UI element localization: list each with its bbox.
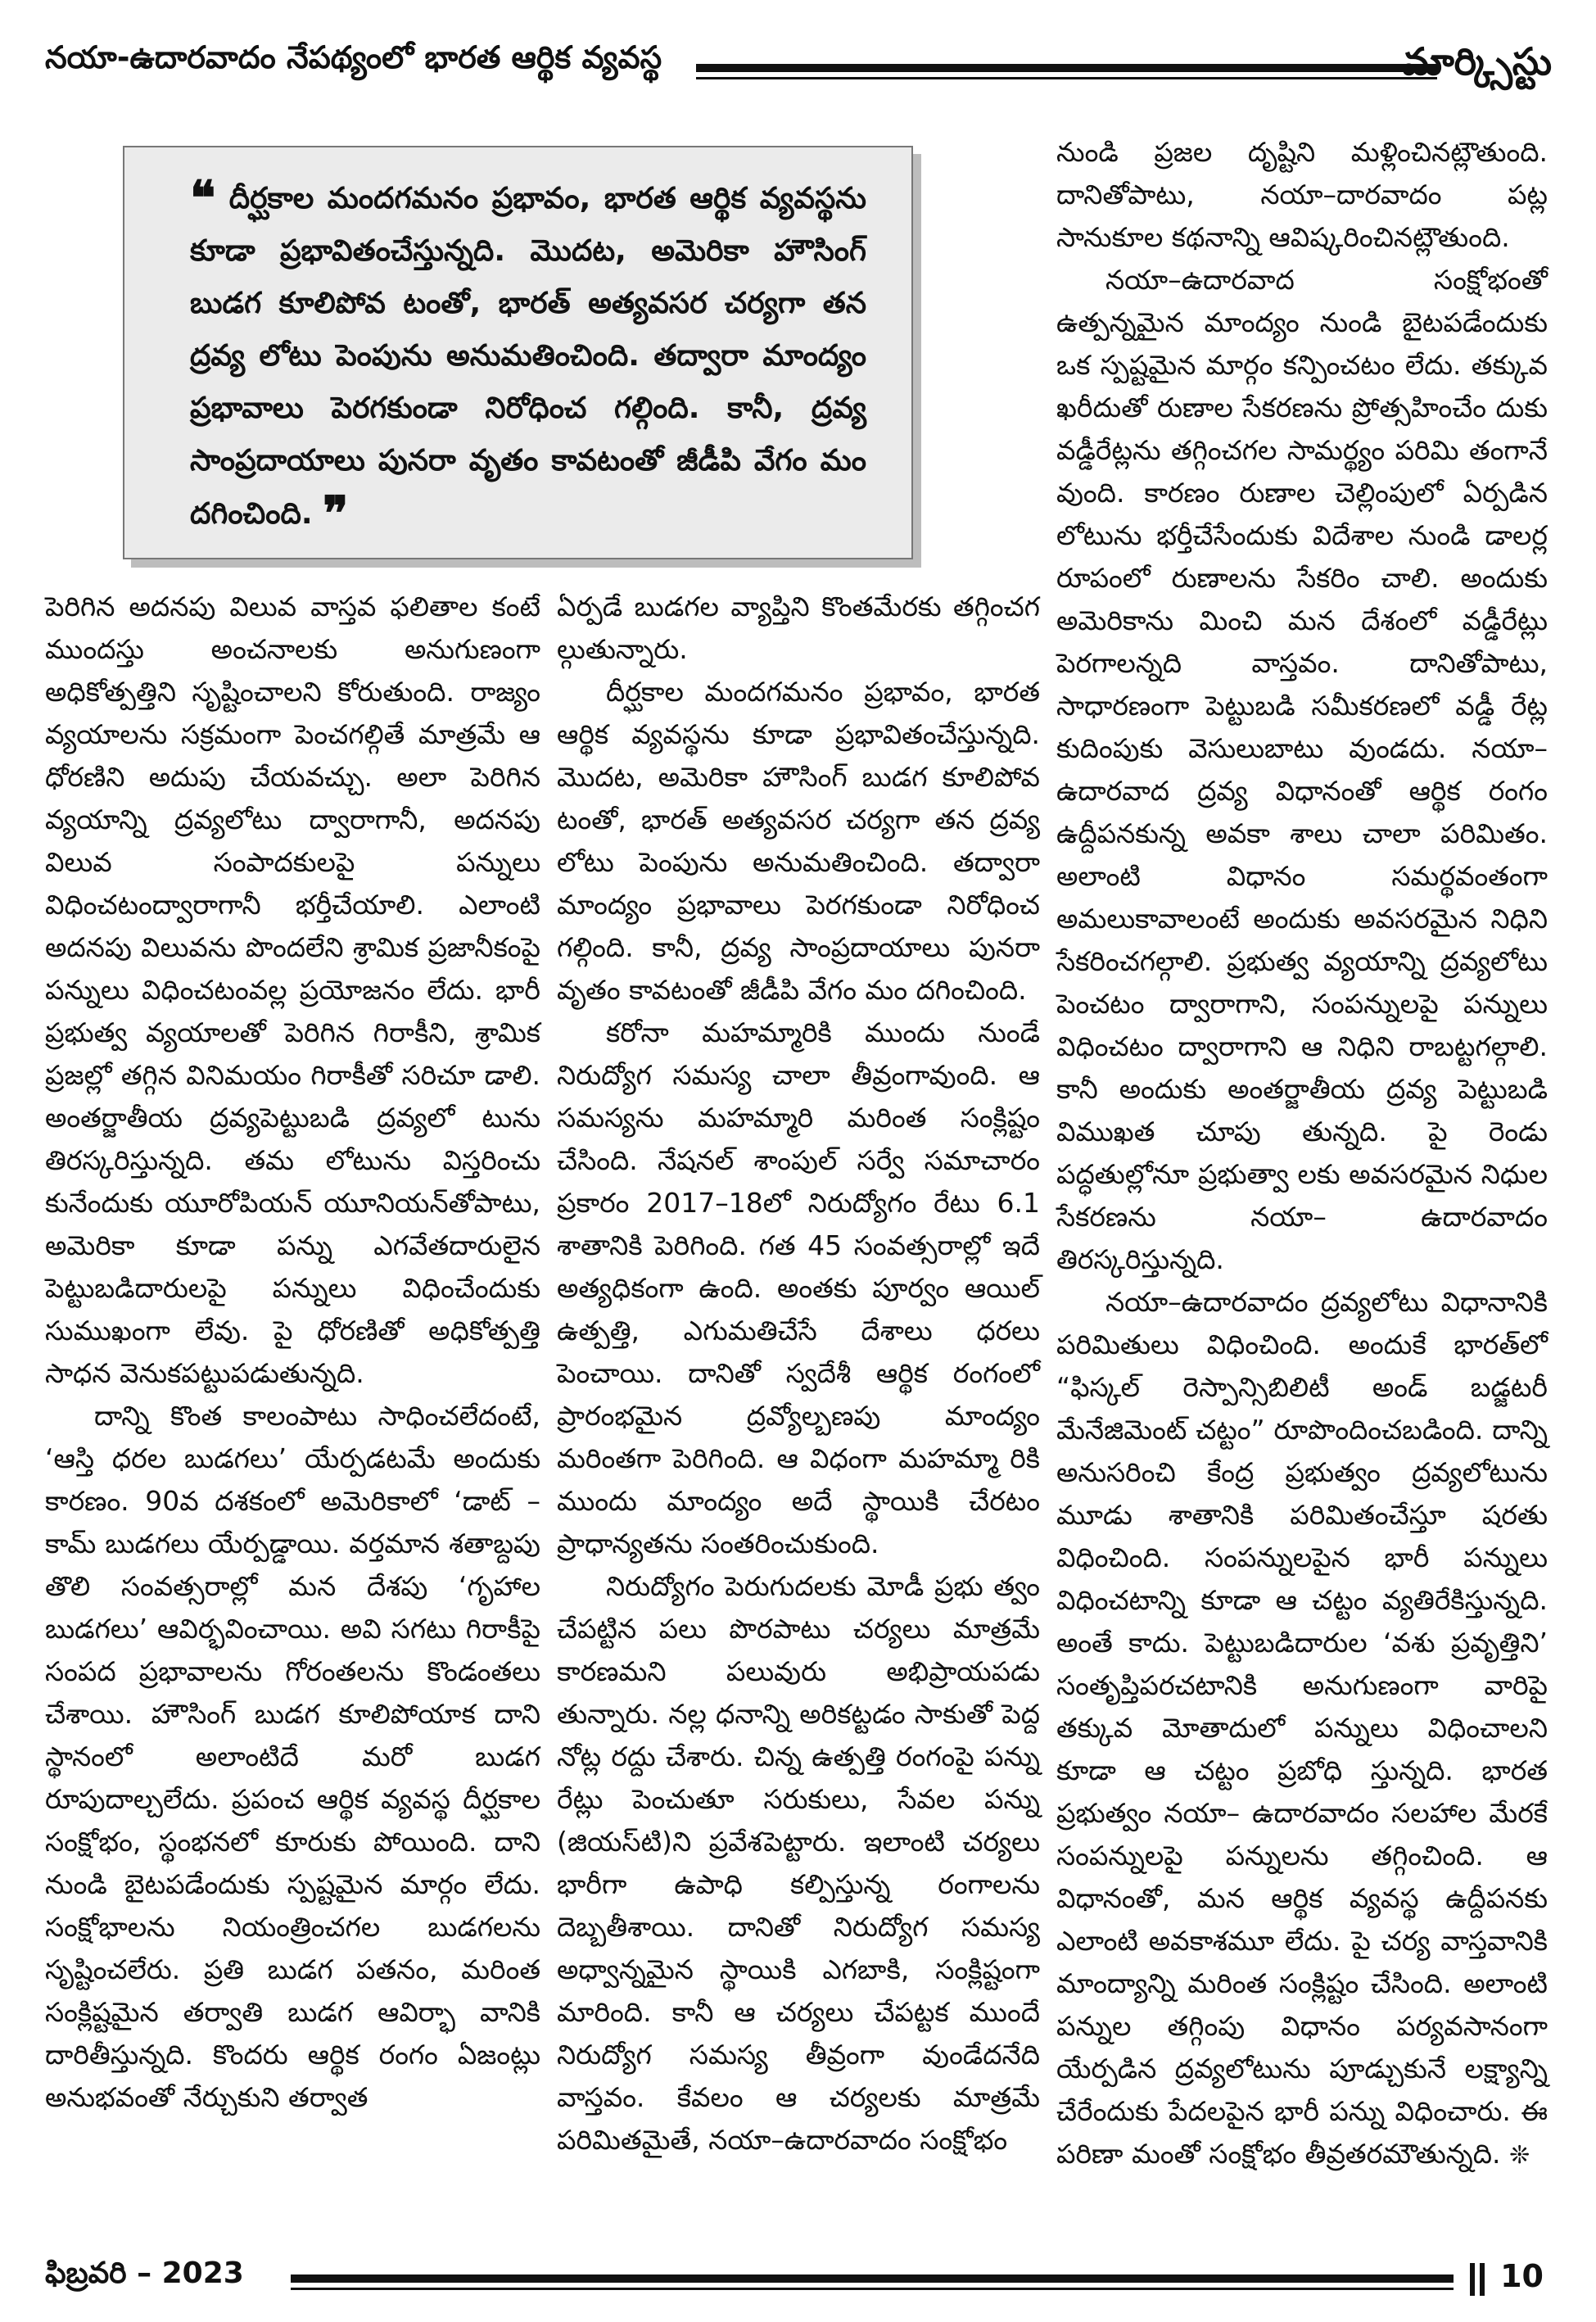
paragraph: ఏర్పడే బుడగల వ్యాప్తిని కొంతమేరకు తగ్గించగ ల్గుతున్నారు. <box>557 591 1040 665</box>
paragraph: నయా–ఉదారవాద సంక్షోభంతో ఉత్పన్నమైన మాంద్యం నుండి బైటపడేందుకు ఒక స్పష్టమైన మార్గం కన్పించటం లేదు. తక్కువ ఖరీదుతో రుణాల సేకరణను ప్రోత్సహించేం దుకు వడ్డీరేట్లను తగ్గించగల సామర్థ్యం పరిమి తంగానే వుంది. కారణం రుణాల చెల్లింపులో ఏర్పడిన లోటును భర్తీచేసేందుకు విదేశాల నుండి డాలర్ల రూపంలో రుణాలను సేకరిం చాలి. అందుకు అమెరికాను మించి మన దేశంలో వడ్డీరేట్లు పెరగాలన్నది వాస్తవం. దానితోపాటు, సాధారణంగా పెట్టుబడి సమీకరణలో వడ్డీ రేట్ల కుదింపుకు వెసులుబాటు వుండదు. నయా–ఉదారవాద ద్రవ్య విధానంతో ఆర్థిక రంగం ఉద్దీపనకున్న అవకా శాలు చాలా పరిమితం. అలాంటి విధానం సమర్థవంతంగా అమలుకావాలంటే అందుకు అవసరమైన నిధిని సేకరించగల్గాలి. ప్రభుత్వ వ్యయాన్ని ద్రవ్యలోటు పెంచటం ద్వారాగాని, సంపన్నులపై పన్నులు విధించటం ద్వారాగాని ఆ నిధిని రాబట్టగల్గాలి. కానీ అందుకు అంతర్జాతీయ ద్రవ్య పెట్టుబడి విముఖత చూపు తున్నది. పై రెండు పద్ధతుల్లోనూ ప్రభుత్వా లకు అవసరమైన నిధుల సేకరణను నయా– ఉదారవాదం తిరస్కరిస్తున్నది. <box>1056 264 1548 1275</box>
page-number: 10 <box>1500 2258 1544 2294</box>
footer-rule-thin <box>291 2288 1454 2290</box>
paragraph-text: నయా–ఉదారవాదం ద్రవ్యలోటు విధానానికి పరిమితులు విధించింది. అందుకే భారత్‌లో “ఫిస్కల్ రెస్పాన్సిబిలిటీ అండ్ బడ్జటరీ మేనేజిమెంట్ చట్టం” రూపొందించబడింది. దాన్ని అనుసరించి కేంద్ర ప్రభుత్వం ద్రవ్యలోటును మూడు శాతానికి పరిమితంచేస్తూ షరతు విధించింది. సంపన్నులపైన భారీ పన్నులు విధించటాన్ని కూడా ఆ చట్టం వ్యతిరేకిస్తున్నది. అంతే కాదు. పెట్టుబడిదారుల ‘వశు ప్రవృత్తిని’ సంతృప్తిపరచటానికి అనుగుణంగా వారిపై తక్కువ మోతాదులో పన్నులు విధించాలని కూడా ఆ చట్టం ప్రబోధి స్తున్నది. భారత ప్రభుత్వం నయా– ఉదారవాదం సలహాల మేరకే సంపన్నులపై పన్నులను తగ్గించింది. ఆ విధానంతో, మన ఆర్థిక వ్యవస్థ ఉద్దీపనకు ఎలాంటి అవకాశమూ లేదు. పై చర్య వాస్తవానికి మాంద్యాన్ని మరింత సంక్లిష్టం చేసింది. అలాంటి పన్నుల తగ్గింపు విధానం పర్యవసానంగా యేర్పడిన ద్రవ్యలోటును పూడ్చుకునే లక్ష్యాన్ని చేరేందుకు పేదలపైన భారీ పన్ను విధించారు. ఈ పరిణా మంతో సంక్షోభం తీవ్రతరమౌతున్నది. <box>1056 1286 1548 2170</box>
footer-divider <box>1470 2263 1475 2296</box>
running-title: నయా-ఉదారవాదం నేపథ్యంలో భారత ఆర్థిక వ్యవస్థ <box>45 39 662 75</box>
page-footer <box>45 2256 1552 2306</box>
paragraph: దీర్ఘకాల మందగమనం ప్రభావం, భారత ఆర్థిక వ్యవస్థను కూడా ప్రభావితంచేస్తున్నది. మొదట, అమెరికా హౌసింగ్ బుడగ కూలిపోవ టంతో, భారత్ అత్యవసర చర్యగా తన ద్రవ్య లోటు పెంపును అనుమతించింది. తద్వారా మాంద్యం ప్రభావాలు పెరగకుండా నిరోధించ గల్గింది. కానీ, ద్రవ్య సాంప్రదాయాలు పునరా వృతం కావటంతో జీడీపి వేగం మం దగించింది. <box>557 676 1041 1006</box>
paragraph <box>1056 1281 1548 2177</box>
paragraph: దాన్ని కొంత కాలంపాటు సాధించలేదంటే, ‘ఆస్తి ధరల బుడగలు’ యేర్పడటమే అందుకు కారణం. 90వ దశకంలో అమెరికాలో ‘డాట్ –కామ్ బుడగలు యేర్పడ్డాయి. వర్తమాన శతాబ్దపు తొలి సంవత్సరాల్లో మన దేశపు ‘గృహాల బుడగలు’ ఆవిర్భవించాయి. అవి సగటు గిరాకీపై సంపద ప్రభావాలను గోరంతలను కొండంతలు చేశాయి. హౌసింగ్ బుడగ కూలిపోయాక దాని స్థానంలో అలాంటిదే మరో బుడగ రూపుదాల్చలేదు. ప్రపంచ ఆర్థిక వ్యవస్థ దీర్ఘకాల సంక్షోభం, స్థంభనలో కూరుకు పోయింది. దాని నుండి బైటపడేందుకు స్పష్టమైన మార్గం లేదు. సంక్షోభాలను నియంత్రించగల బుడగలను సృష్టించలేరు. ప్రతి బుడగ పతనం, మరింత సంక్లిష్టమైన తర్వాతి బుడగ ఆవిర్భా వానికి దారితీస్తున్నది. కొందరు ఆర్థిక రంగం ఏజంట్లు అనుభవంతో నేర్చుకుని తర్వాత <box>45 1400 540 2113</box>
pull-quote-text: దీర్ఘకాల మందగమనం ప్రభావం, భారత ఆర్థిక వ్యవస్థను కూడా ప్రభావితంచేస్తున్నది. మొదట, అమెరికా హౌసింగ్ బుడగ కూలిపోవ టంతో, భారత్ అత్యవసర చర్యగా తన ద్రవ్య లోటు పెంపును అనుమతించింది. తద్వారా మాంద్యం ప్రభావాలు పెరగకుండా నిరోధించ గల్గింది. కానీ, ద్రవ్య సాంప్రదాయాలు పునరా వృతం కావటంతో జీడీపి వేగం మం దగించింది. <box>190 182 866 531</box>
footer-rule <box>291 2274 1454 2283</box>
pull-quote <box>123 146 913 559</box>
header-rule-thin <box>696 77 1437 79</box>
paragraph: పెరిగిన అదనపు విలువ వాస్తవ ఫలితాల కంటే ముందస్తు అంచనాలకు అనుగుణంగా అధికోత్పత్తిని సృష్టించాలని కోరుతుంది. రాజ్యం వ్యయాలను సక్రమంగా పెంచగల్గితే మాత్రమే ఆ ధోరణిని అదుపు చేయవచ్చు. అలా పెరిగిన వ్యయాన్ని ద్రవ్యలోటు ద్వారాగానీ, అదనపు విలువ సంపాదకులపై పన్నులు విధించటంద్వారాగానీ భర్తీచేయాలి. ఎలాంటి అదనపు విలువను పొందలేని శ్రామిక ప్రజానీకంపై పన్నులు విధించటంవల్ల ప్రయోజనం లేదు. భారీ ప్రభుత్వ వ్యయాలతో పెరిగిన గిరాకీని, శ్రామిక ప్రజల్లో తగ్గిన వినిమయం గిరాకీతో సరిచూ డాలి. అంతర్జాతీయ ద్రవ్యపెట్టుబడి ద్రవ్యలో టును తిరస్కరిస్తున్నది. తమ లోటును విస్తరించు కునేందుకు యూరోపియన్ యూనియన్‌తోపాటు, అమెరికా కూడా పన్ను ఎగవేతదారులైన పెట్టుబడిదారులపై పన్నులు విధించేందుకు సుముఖంగా లేవు. పై ధోరణితో అధికోత్పత్తి సాధన వెనుకపట్టుపడుతున్నది. <box>45 591 540 1389</box>
paragraph: నిరుద్యోగం పెరుగుదలకు మోడీ ప్రభు త్వం చేపట్టిన పలు పొరపాటు చర్యలు మాత్రమే కారణమని పలువురు అభిప్రాయపడు తున్నారు. నల్ల ధనాన్ని అరికట్టడం సాకుతో పెద్ద నోట్ల రద్దు చేశారు. చిన్న ఉత్పత్తి రంగంపై పన్ను రేట్లు పెంచుతూ సరుకులు, సేవల పన్ను (జియస్‌టి)ని ప్రవేశపెట్టారు. ఇలాంటి చర్యలు భారీగా ఉపాధి కల్పిస్తున్న రంగాలను దెబ్బతీశాయి. దానితో నిరుద్యోగ సమస్య అధ్వాన్నమైన స్థాయికి ఎగబాకి, సంక్లిష్టంగా మారింది. కానీ ఆ చర్యలు చేపట్టక ముందే నిరుద్యోగ సమస్య తీవ్రంగా వుండేదనేది వాస్తవం. కేవలం ఆ చర్యలకు మాత్రమే పరిమితమైతే, నయా–ఉదారవాదం సంక్షోభం <box>557 1570 1040 2156</box>
header-rule <box>696 64 1437 72</box>
issue-date: ఫిబ్రవరి – 2023 <box>45 2256 244 2290</box>
paragraph: కరోనా మహమ్మారికి ముందు నుండే నిరుద్యోగ సమస్య చాలా తీవ్రంగావుంది. ఆ సమస్యను మహమ్మారి మరింత సంక్లిష్టం చేసింది. నేషనల్ శాంపుల్ సర్వే సమాచారం ప్రకారం 2017–18లో నిరుద్యోగం రేటు 6.1 శాతానికి పెరిగింది. గత 45 సంవత్సరాల్లో ఇదే అత్యధికంగా ఉంది. అంతకు పూర్వం ఆయిల్ ఉత్పత్తి, ఎగుమతిచేసే దేశాలు ధరలు పెంచాయి. దానితో స్వదేశీ ఆర్థిక రంగంలో ప్రారంభమైన ద్రవ్యోల్బణపు మాంద్యం మరింతగా పెరిగింది. ఆ విధంగా మహమ్మా రికి ముందు మాంద్యం అదే స్థాయికి చేరటం ప్రాధాన్యతను సంతరించుకుంది. <box>557 1016 1040 1559</box>
column-2 <box>557 586 1040 2161</box>
page-header <box>45 39 1552 98</box>
footer-divider <box>1480 2263 1485 2296</box>
close-quote-icon: ❞ <box>323 486 349 541</box>
paragraph: నుండి ప్రజల దృష్టిని మళ్లించినట్లౌతుంది. దానితోపాటు, నయా–దారవాదం పట్ల సానుకూల కథనాన్ని ఆవిష్కరించినట్లౌతుంది. <box>1056 136 1548 253</box>
open-quote-icon: ❝ <box>190 170 216 226</box>
column-3 <box>1056 131 1548 2177</box>
magazine-name: మార్క్సిస్టు <box>1402 39 1552 84</box>
column-1 <box>45 586 540 2119</box>
end-mark-icon: ❊ <box>1509 2141 1530 2170</box>
